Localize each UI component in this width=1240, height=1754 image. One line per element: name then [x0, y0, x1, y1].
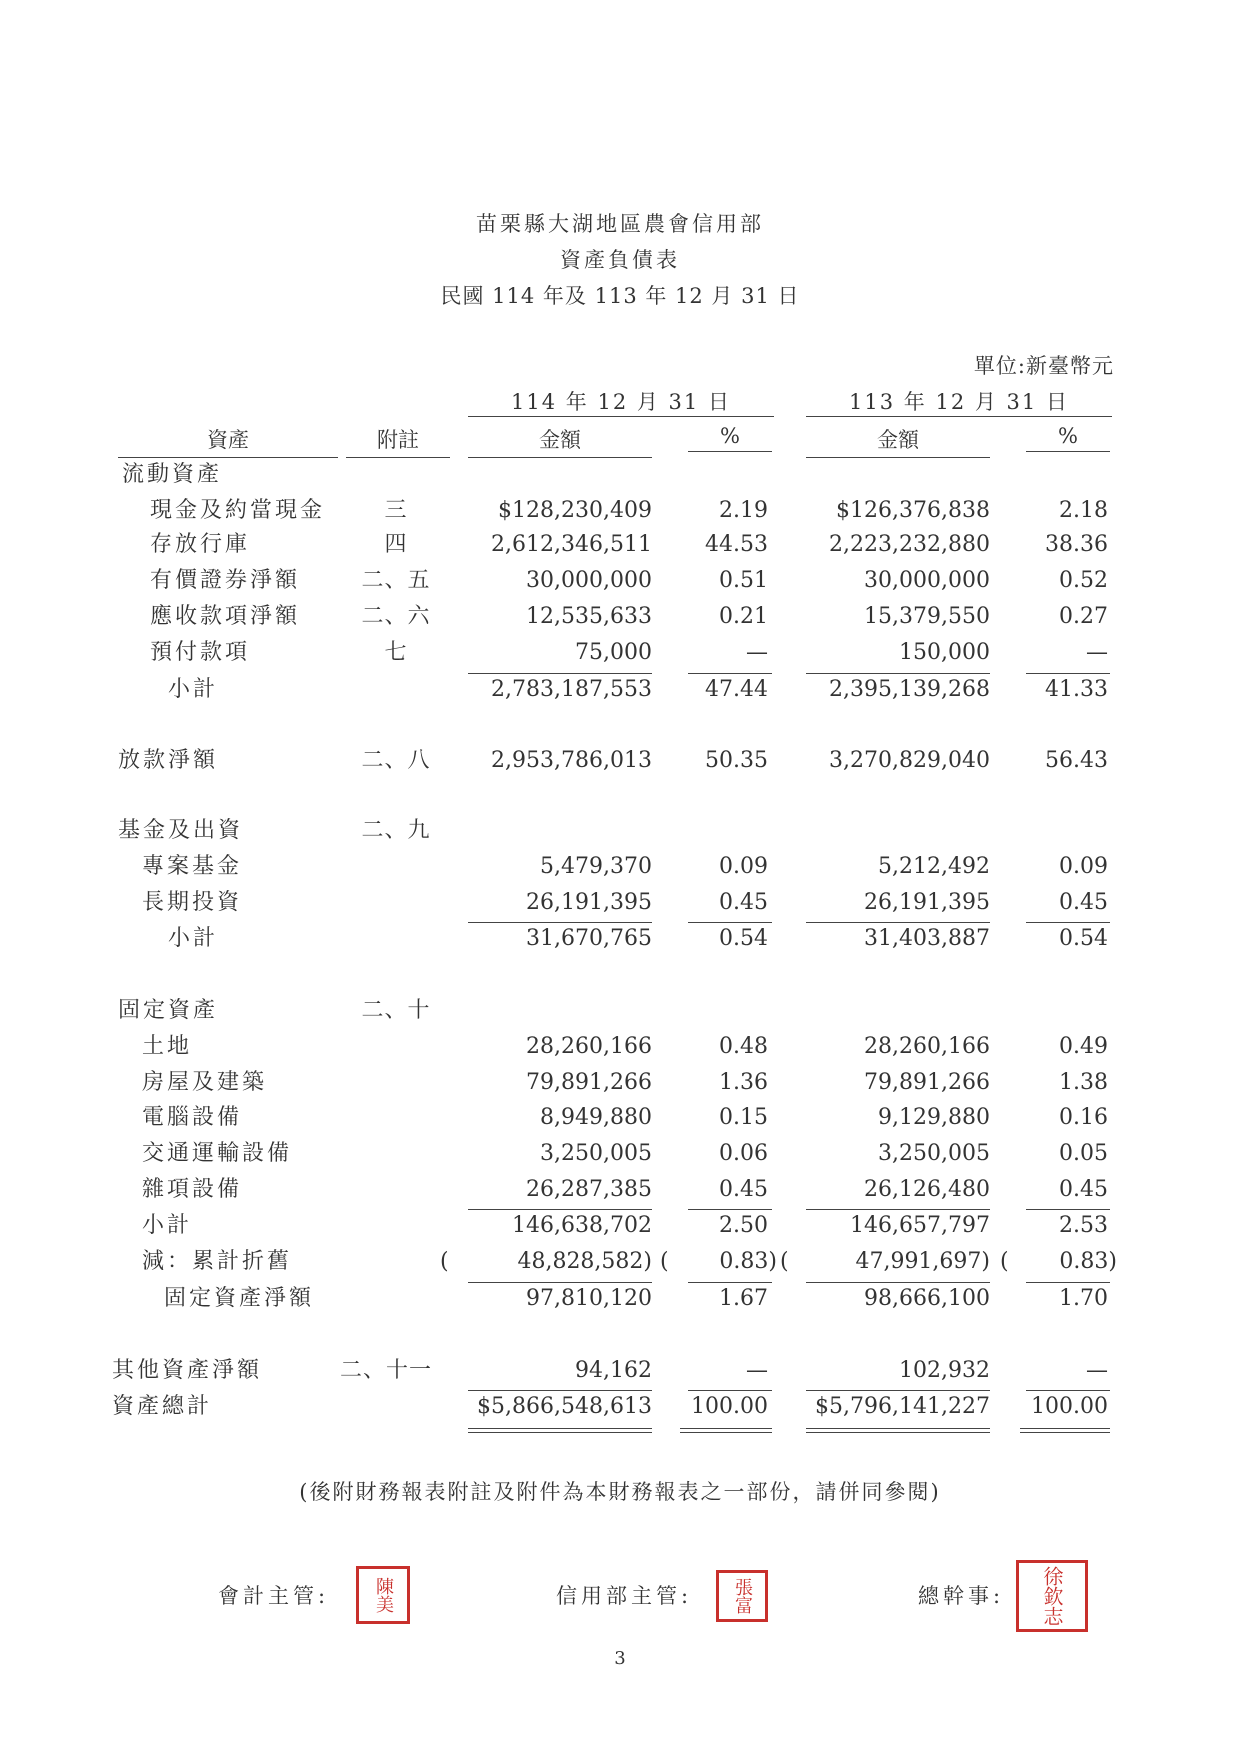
row-label: 小計 [142, 1213, 193, 1238]
row-note: 二、十 [361, 998, 431, 1023]
row-amount-114: 2,953,786,013 [491, 748, 652, 773]
row-pct-113: 100.00 [1031, 1394, 1108, 1419]
row-cash [0, 494, 1240, 528]
paren-open: ( [660, 1249, 669, 1274]
row-pct-114: 0.48 [719, 1034, 768, 1059]
row-amount-113: $5,796,141,227 [815, 1394, 990, 1419]
row-amount-114: 26,191,395 [526, 890, 652, 915]
row-amount-113: 102,932 [899, 1358, 990, 1383]
row-amount-113: 3,250,005 [878, 1141, 990, 1166]
row-fixed-subtotal [0, 1209, 1240, 1243]
row-pct-113: 41.33 [1045, 677, 1108, 702]
row-bank-deposits [0, 528, 1240, 562]
row-pct-113: — [1086, 1358, 1108, 1383]
row-pct-114: 1.67 [719, 1286, 768, 1311]
row-label: 交通運輸設備 [142, 1141, 293, 1166]
row-misc-equipment [0, 1173, 1240, 1207]
row-pct-114: 50.35 [705, 748, 768, 773]
row-amount-114: 146,638,702 [512, 1213, 652, 1238]
row-note: 二、五 [361, 568, 431, 593]
row-computer-equipment [0, 1101, 1240, 1135]
row-accumulated-depreciation [0, 1245, 1240, 1279]
row-funds-investments [0, 814, 1240, 848]
seal-text: 張富 [732, 1578, 753, 1614]
row-label: 資產總計 [112, 1394, 213, 1419]
statement-period: 民國 114 年及 113 年 12 月 31 日 [440, 284, 800, 308]
row-pct-114: 1.36 [719, 1070, 768, 1095]
period-114-header: 114 年 12 月 31 日 [511, 390, 731, 414]
pct-114-header: % [688, 424, 772, 452]
row-pct-114: 0.21 [719, 604, 768, 629]
row-pct-114: 47.44 [705, 677, 768, 702]
row-pct-114: 0.51 [719, 568, 768, 593]
general-manager-seal [1016, 1560, 1088, 1632]
row-amount-113: 9,129,880 [878, 1105, 990, 1130]
row-amount-113: 2,223,232,880 [829, 532, 990, 557]
row-label: 存放行庫 [150, 532, 251, 557]
amount-113-header: 金額 [806, 424, 990, 458]
row-fixed-assets [0, 994, 1240, 1028]
row-amount-114: 94,162 [575, 1358, 652, 1383]
row-amount-113: 146,657,797 [850, 1213, 990, 1238]
row-amount-114: 97,810,120 [526, 1286, 652, 1311]
row-pct-113: 38.36 [1045, 532, 1108, 557]
row-label: 流動資產 [122, 462, 223, 487]
row-transport-equipment [0, 1137, 1240, 1171]
pct-113-header: % [1026, 424, 1110, 452]
row-prepayments [0, 636, 1240, 670]
period-114-rule [468, 416, 774, 417]
accounting-supervisor-label: 會計主管: [218, 1584, 330, 1608]
row-amount-113: 47,991,697) [855, 1249, 990, 1274]
row-amount-113: 3,270,829,040 [829, 748, 990, 773]
row-fixed-net [0, 1282, 1240, 1316]
row-pct-113: 0.83) [1059, 1249, 1117, 1274]
row-pct-114: 0.45 [719, 890, 768, 915]
row-pct-114: 44.53 [705, 532, 768, 557]
row-pct-114: 0.09 [719, 854, 768, 879]
row-label: 預付款項 [150, 640, 251, 665]
row-note: 三 [384, 498, 408, 523]
row-amount-113: 15,379,550 [864, 604, 990, 629]
page-number: 3 [614, 1648, 626, 1669]
period-113-header: 113 年 12 月 31 日 [849, 390, 1069, 414]
paren-open: ( [1000, 1249, 1009, 1274]
row-current-assets [0, 458, 1240, 492]
total-double-rule [680, 1428, 772, 1433]
row-project-fund [0, 850, 1240, 884]
credit-supervisor-seal [716, 1570, 768, 1622]
row-pct-113: 1.70 [1059, 1286, 1108, 1311]
total-double-rule [468, 1428, 652, 1433]
row-label: 土地 [142, 1034, 193, 1059]
general-manager-label: 總幹事: [918, 1584, 1005, 1608]
row-label: 雜項設備 [142, 1177, 243, 1202]
org-name: 苗栗縣大湖地區農會信用部 [476, 212, 764, 236]
row-label: 放款淨額 [118, 748, 219, 773]
row-note: 七 [384, 640, 408, 665]
seal-text: 徐欽志 [1040, 1566, 1064, 1626]
row-label: 房屋及建築 [142, 1070, 268, 1095]
row-pct-114: — [746, 640, 768, 665]
row-label: 其他資產淨額 [112, 1358, 263, 1383]
row-securities [0, 564, 1240, 598]
row-note: 二、六 [361, 604, 431, 629]
currency-unit: 單位:新臺幣元 [973, 354, 1114, 378]
row-amount-113: 150,000 [899, 640, 990, 665]
row-amount-114: 2,612,346,511 [491, 532, 652, 557]
row-amount-113: 28,260,166 [864, 1034, 990, 1059]
row-amount-114: 28,260,166 [526, 1034, 652, 1059]
row-amount-114: 5,479,370 [540, 854, 652, 879]
row-amount-114: 26,287,385 [526, 1177, 652, 1202]
footnote: (後附財務報表附註及附件為本財務報表之一部份，請併同參閱) [299, 1480, 941, 1504]
row-total-assets [0, 1390, 1240, 1424]
row-amount-114: $5,866,548,613 [477, 1394, 652, 1419]
row-pct-114: 0.54 [719, 926, 768, 951]
row-pct-113: 0.16 [1059, 1105, 1108, 1130]
row-amount-114: $128,230,409 [498, 498, 652, 523]
statement-title: 資產負債表 [560, 248, 680, 272]
row-amount-114: 12,535,633 [526, 604, 652, 629]
row-pct-114: 0.45 [719, 1177, 768, 1202]
row-note: 四 [384, 532, 408, 557]
row-pct-113: 2.18 [1059, 498, 1108, 523]
row-loans-net [0, 744, 1240, 778]
row-label: 固定資產 [118, 998, 219, 1023]
row-label: 電腦設備 [142, 1105, 243, 1130]
row-note: 二、八 [361, 748, 431, 773]
row-pct-113: — [1086, 640, 1108, 665]
row-amount-114: 8,949,880 [540, 1105, 652, 1130]
row-pct-113: 2.53 [1059, 1213, 1108, 1238]
amount-114-header: 金額 [468, 424, 652, 458]
note-column-header: 附註 [346, 424, 450, 458]
row-pct-113: 0.49 [1059, 1034, 1108, 1059]
row-label: 小計 [168, 926, 219, 951]
row-pct-113: 0.27 [1059, 604, 1108, 629]
paren-open: ( [780, 1249, 789, 1274]
credit-supervisor-label: 信用部主管: [556, 1584, 693, 1608]
row-label: 基金及出資 [118, 818, 244, 843]
row-amount-114: 30,000,000 [526, 568, 652, 593]
row-other-assets [0, 1354, 1240, 1388]
row-amount-114: 31,670,765 [526, 926, 652, 951]
row-label: 固定資產淨額 [164, 1286, 315, 1311]
row-amount-113: 31,403,887 [864, 926, 990, 951]
total-double-rule [806, 1428, 990, 1433]
row-amount-114: 48,828,582) [517, 1249, 652, 1274]
period-113-rule [806, 416, 1112, 417]
row-amount-114: 79,891,266 [526, 1070, 652, 1095]
row-pct-113: 56.43 [1045, 748, 1108, 773]
row-amount-114: 75,000 [575, 640, 652, 665]
row-pct-114: — [746, 1358, 768, 1383]
row-pct-114: 2.19 [719, 498, 768, 523]
row-amount-113: 5,212,492 [878, 854, 990, 879]
row-amount-113: 26,126,480 [864, 1177, 990, 1202]
row-label: 有價證券淨額 [150, 568, 301, 593]
row-amount-113: $126,376,838 [836, 498, 990, 523]
row-label: 應收款項淨額 [150, 604, 301, 629]
row-pct-114: 0.83) [719, 1249, 777, 1274]
row-pct-114: 0.06 [719, 1141, 768, 1166]
row-note: 二、十一 [339, 1358, 432, 1383]
row-land [0, 1030, 1240, 1064]
row-pct-113: 1.38 [1059, 1070, 1108, 1095]
paren-open: ( [440, 1249, 449, 1274]
row-pct-113: 0.54 [1059, 926, 1108, 951]
assets-column-header: 資產 [118, 424, 338, 458]
accounting-supervisor-seal [356, 1566, 410, 1624]
row-pct-114: 0.15 [719, 1105, 768, 1130]
row-pct-113: 0.05 [1059, 1141, 1108, 1166]
row-label: 專案基金 [142, 854, 243, 879]
row-amount-114: 2,783,187,553 [491, 677, 652, 702]
row-pct-113: 0.45 [1059, 890, 1108, 915]
row-receivables [0, 600, 1240, 634]
row-pct-114: 2.50 [719, 1213, 768, 1238]
row-current-subtotal [0, 673, 1240, 707]
row-label: 現金及約當現金 [150, 498, 326, 523]
row-pct-114: 100.00 [691, 1394, 768, 1419]
row-pct-113: 0.45 [1059, 1177, 1108, 1202]
row-long-term-investments [0, 886, 1240, 920]
seal-text: 陳美 [373, 1577, 394, 1613]
row-pct-113: 0.09 [1059, 854, 1108, 879]
row-amount-113: 26,191,395 [864, 890, 990, 915]
row-pct-113: 0.52 [1059, 568, 1108, 593]
total-double-rule [1020, 1428, 1110, 1433]
row-buildings [0, 1066, 1240, 1100]
row-funds-subtotal [0, 922, 1240, 956]
row-amount-113: 2,395,139,268 [829, 677, 990, 702]
row-amount-113: 30,000,000 [864, 568, 990, 593]
row-label: 減：累計折舊 [142, 1249, 293, 1274]
row-amount-113: 79,891,266 [864, 1070, 990, 1095]
row-amount-114: 3,250,005 [540, 1141, 652, 1166]
row-label: 長期投資 [142, 890, 243, 915]
row-amount-113: 98,666,100 [864, 1286, 990, 1311]
row-note: 二、九 [361, 818, 431, 843]
row-label: 小計 [168, 677, 219, 702]
